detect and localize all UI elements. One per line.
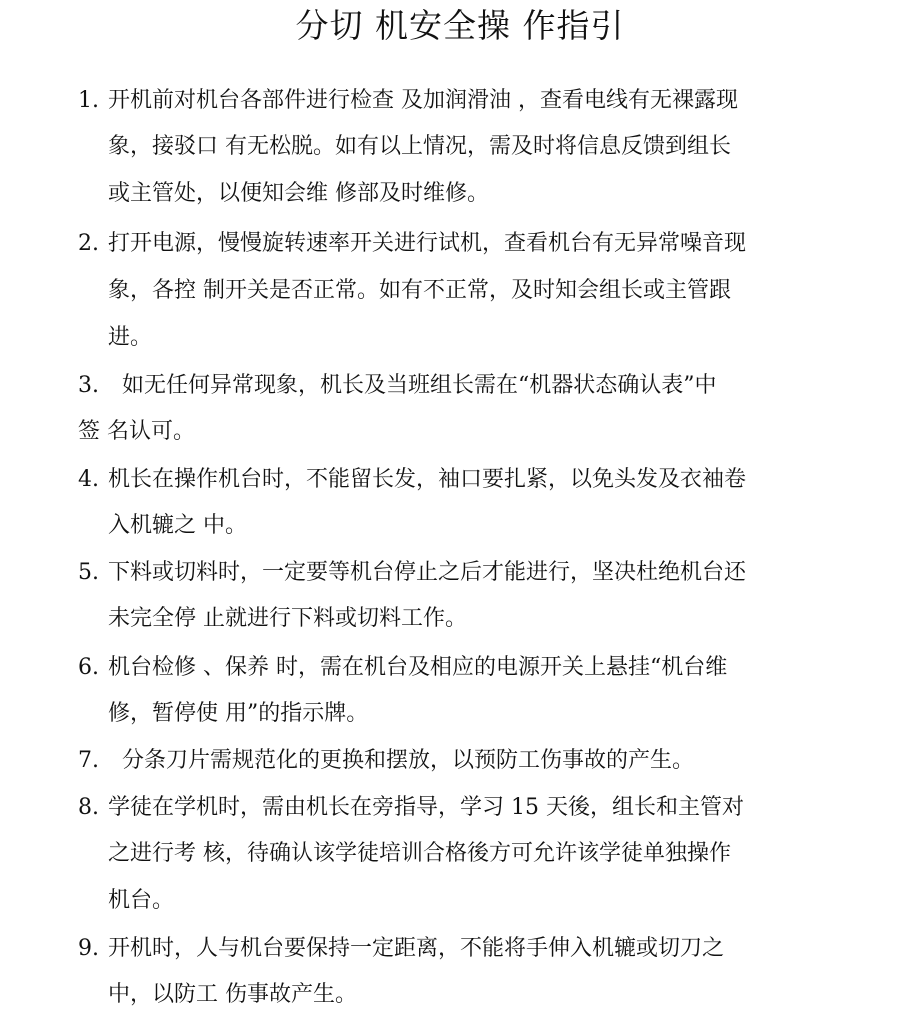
item-line: 签 名认可。 <box>78 419 195 444</box>
item-line: 如无任何异常现象，机长及当班组长需在“机器状态确认表”中 <box>108 373 717 398</box>
item-number: 9. <box>78 936 99 961</box>
item-line: 未完全停 止就进行下料或切料工作。 <box>108 606 467 631</box>
item-line: 开机时，人与机台要保持一定距离，不能将手伸入机辘或切刀之 <box>108 936 725 961</box>
item-line: 中，以防工 伤事故产生。 <box>108 982 357 1007</box>
item-line: 分条刀片需规范化的更换和摆放，以预防工伤事故的产生。 <box>108 748 694 773</box>
item-line: 象，接驳口 有无松脱。如有以上情况，需及时将信息反馈到组长 <box>108 134 731 159</box>
item-number: 8. <box>78 795 99 820</box>
item-line: 学徒在学机时，需由机长在旁指导，学习 15 天後，组长和主管对 <box>108 795 744 820</box>
item-line: 机长在操作机台时，不能留长发，袖口要扎紧，以免头发及衣袖卷 <box>108 467 747 492</box>
item-number: 4. <box>78 467 99 492</box>
item-line: 入机辘之 中。 <box>108 513 247 538</box>
item-line: 修，暂停使 用”的指示牌。 <box>108 701 369 726</box>
item-line: 象，各控 制开关是否正常。如有不正常，及时知会组长或主管跟 <box>108 278 731 303</box>
item-number: 5. <box>78 560 99 585</box>
item-number: 2. <box>78 231 99 256</box>
page-title: 分切 机安全操 作指引 <box>295 6 625 45</box>
item-line: 机台检修 、保养 时，需在机台及相应的电源开关上悬挂“机台维 <box>108 655 728 680</box>
item-line: 打开电源，慢慢旋转速率开关进行试机，查看机台有无异常噪音现 <box>108 231 747 256</box>
item-number: 1. <box>78 88 99 113</box>
item-line: 机台。 <box>108 888 175 913</box>
item-line: 或主管处，以便知会维 修部及时维修。 <box>108 181 489 206</box>
item-line: 之进行考 核，待确认该学徒培训合格後方可允许该学徒单独操作 <box>108 841 731 866</box>
item-line: 下料或切料时，一定要等机台停止之后才能进行，坚决杜绝机台还 <box>108 560 747 585</box>
item-line: 开机前对机台各部件进行检查 及加润滑油 ，查看电线有无裸露现 <box>108 88 738 113</box>
item-number: 6. <box>78 655 99 680</box>
item-number: 3. <box>78 373 99 398</box>
item-number: 7. <box>78 748 99 773</box>
item-line: 进。 <box>108 325 153 350</box>
